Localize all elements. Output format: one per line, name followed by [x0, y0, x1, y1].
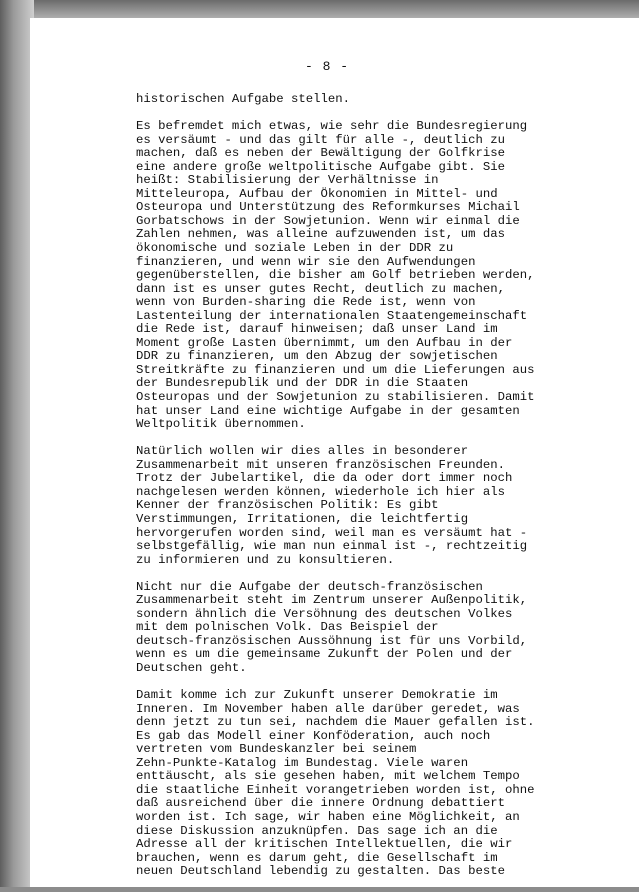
paragraph-2: Es befremdet mich etwas, wie sehr die Bundesregierung es versäumt - und das gilt für alle -, deutlich zu machen, daß es neben der Bewältigung der Golfkrise eine andere große weltpolitische Aufgabe gibt. Sie heißt: Stabilisierung der Verhältnisse in Mitteleuropa, Aufbau der Ökonomien in Mittel- und Osteuropa und Unterstützung des Reformkurses Michail Gorbatschows in der Sowjetunion. Wenn wir einmal die Zahlen nehmen, was alleine aufzuwenden ist, um das ökonomische und soziale Leben in der DDR zu finanzieren, und wenn wir sie den Aufwendungen gegenüberstellen, die bisher am Golf betrieben werden, dann ist es unser gutes Recht, deutlich zu machen, wenn von Burden-sharing die Rede ist, wenn von Lastenteilung der internationalen Staatengemeinschaft die Rede ist, darauf hinweisen; daß unser Land im Moment große Lasten übernimmt, um den Aufbau in der DDR zu finanzieren, um den Abzug der sowjetischen Streitkräfte zu finanzieren und um die Lieferungen aus der Bundesrepublik und der DDR in die Staaten Osteuropas und der Sowjetunion zu stabilisieren. Damit hat unser Land eine wichtige Aufgabe in der gesamten Weltpolitik übernommen. [136, 119, 535, 432]
paragraph-4: Nicht nur die Aufgabe der deutsch-französischen Zusammenarbeit steht im Zentrum unserer Außenpolitik, sondern ähnlich die Versöhnung des deutschen Volkes mit dem polnischen Volk. Das Beispiel der deutsch-französischen Aussöhnung ist für uns Vorbild, wenn es um die gemeinsame Zukunft der Polen und der Deutschen geht. [136, 579, 528, 675]
page-number: - 8 - [305, 59, 350, 74]
scan-edge-left [0, 0, 34, 887]
paragraph-1: historischen Aufgabe stellen. [136, 92, 351, 106]
body-text [136, 93, 536, 892]
paragraph-5: Damit komme ich zur Zukunft unserer Demokratie im Inneren. Im November haben alle darüber geredet, was denn jetzt zu tun sei, nachdem die Mauer gefallen ist. Es gab das Modell einer Konföderation, auch noch vertreten vom Bundeskanzler bei seinem Zehn-Punkte-Katalog im Bundestag. Viele waren enttäuscht, als sie gesehen haben, mit welchem Tempo die staatliche Einheit vorangetrieben worden ist, ohne daß ausreichend über die innere Ordnung debattiert worden ist. Ich sage, wir haben eine Möglichkeit, an diese Diskussion anzuknüpfen. Das sage ich an die Adresse all der kritischen Intellektuellen, die wir brauchen, wenn es darum geht, die Gesellschaft im neuen Deutschland lebendig zu gestalten. Das beste [136, 688, 535, 879]
paragraph-3: Natürlich wollen wir dies alles in besonderer Zusammenarbeit mit unseren französischen Freunden. Trotz der Jubelartikel, die da oder dort immer noch nachgelesen werden können, wiederhole ich hier als Kenner der französischen Politik: Es gibt Verstimmungen, Irritationen, die leichtfertig hervorgerufen worden sind, weil man es versäumt hat - selbstgefällig, wie man nun einmal ist -, rechtzeitig zu informieren und zu konsultieren. [136, 444, 528, 567]
